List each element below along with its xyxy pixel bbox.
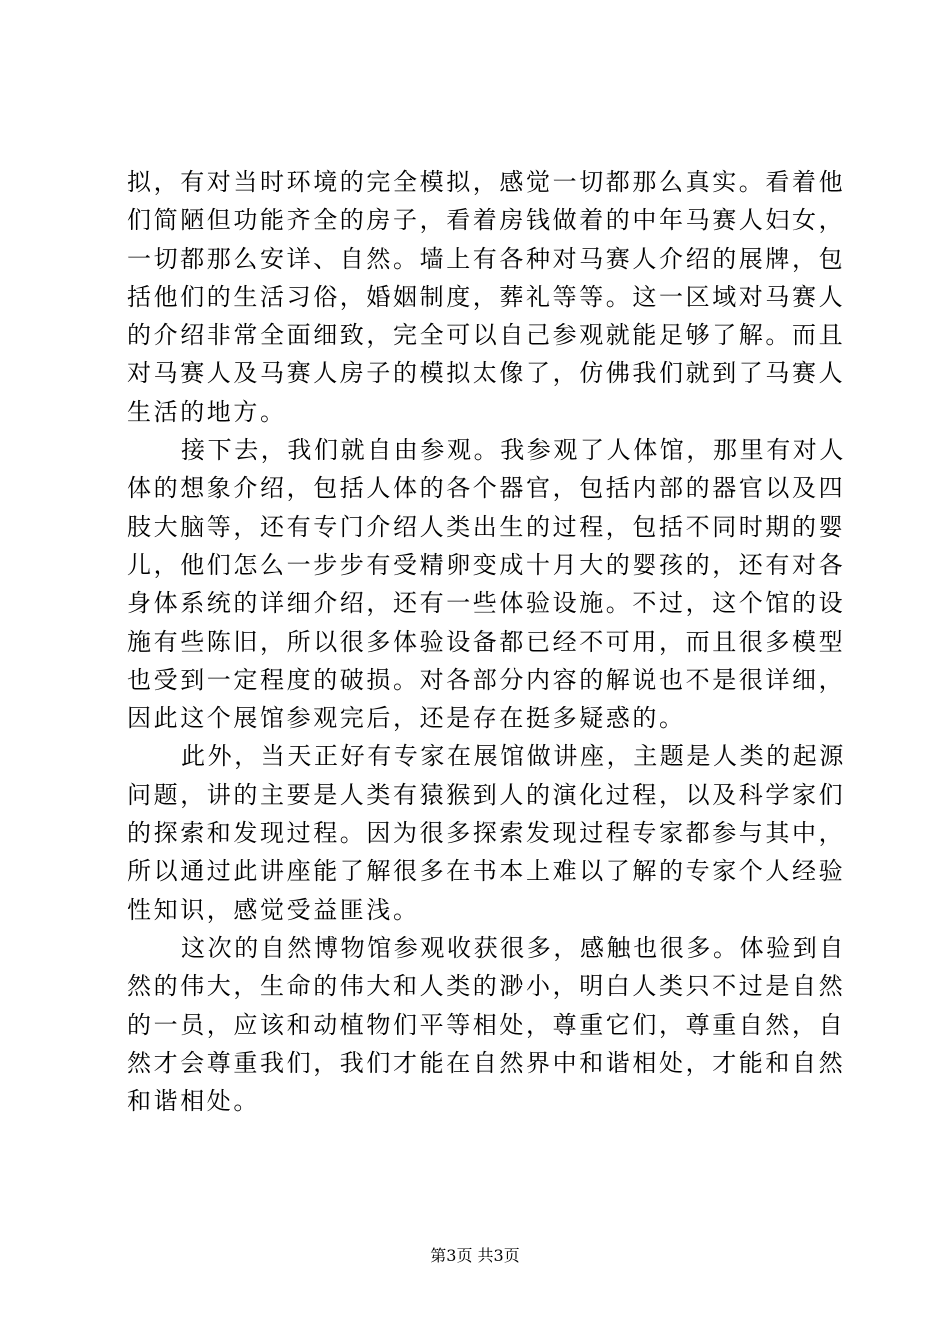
text-line: 性知识，感觉受益匪浅。 <box>127 895 420 924</box>
text-line: 的探索和发现过程。因为很多探索发现过程专家都参与其中， <box>127 819 846 848</box>
text-line: 拟，有对当时环境的完全模拟，感觉一切都那么真实。看着他 <box>127 168 846 196</box>
text-line: 施有些陈旧，所以很多体验设备都已经不可用，而且很多模型 <box>127 627 846 656</box>
text-line: 因此这个展馆参观完后，还是存在挺多疑惑的。 <box>127 704 686 733</box>
text-line: 和谐相处。 <box>127 1087 260 1116</box>
text-line: 然的伟大，生命的伟大和人类的渺小，明白人类只不过是自然 <box>127 972 846 1001</box>
paragraph-first-line: 这次的自然博物馆参观收获很多，感触也很多。体验到自 <box>181 933 846 962</box>
text-line: 身体系统的详细介绍，还有一些体验设施。不过，这个馆的设 <box>127 589 846 618</box>
text-line: 一切都那么安详、自然。墙上有各种对马赛人介绍的展牌，包 <box>127 244 846 273</box>
text-line: 体的想象介绍，包括人体的各个器官，包括内部的器官以及四 <box>127 474 846 503</box>
paragraph-first-line: 接下去，我们就自由参观。我参观了人体馆，那里有对人 <box>181 436 846 465</box>
text-line: 们简陋但功能齐全的房子，看着房钱做着的中年马赛人妇女， <box>127 206 846 235</box>
text-line: 所以通过此讲座能了解很多在书本上难以了解的专家个人经验 <box>127 857 846 886</box>
text-line: 然才会尊重我们，我们才能在自然界中和谐相处，才能和自然 <box>127 1048 846 1077</box>
document-body <box>127 163 846 1120</box>
text-line: 肢大脑等，还有专门介绍人类出生的过程，包括不同时期的婴 <box>127 512 846 541</box>
text-line: 也受到一定程度的破损。对各部分内容的解说也不是很详细， <box>127 665 846 694</box>
text-line: 问题，讲的主要是人类有猿猴到人的演化过程，以及科学家们 <box>127 780 846 809</box>
text-line: 对马赛人及马赛人房子的模拟太像了，仿佛我们就到了马赛人 <box>127 359 846 388</box>
text-line: 生活的地方。 <box>127 397 287 426</box>
page-number-footer: 第3页 共3页 <box>430 1246 520 1265</box>
text-line: 括他们的生活习俗，婚姻制度，葬礼等等。这一区域对马赛人 <box>127 282 846 311</box>
text-line: 儿，他们怎么一步步有受精卵变成十月大的婴孩的，还有对各 <box>127 550 846 579</box>
text-line: 的介绍非常全面细致，完全可以自己参观就能足够了解。而且 <box>127 321 846 350</box>
paragraph-first-line: 此外，当天正好有专家在展馆做讲座，主题是人类的起源 <box>181 742 846 771</box>
text-line: 的一员，应该和动植物们平等相处，尊重它们，尊重自然，自 <box>127 1010 846 1039</box>
